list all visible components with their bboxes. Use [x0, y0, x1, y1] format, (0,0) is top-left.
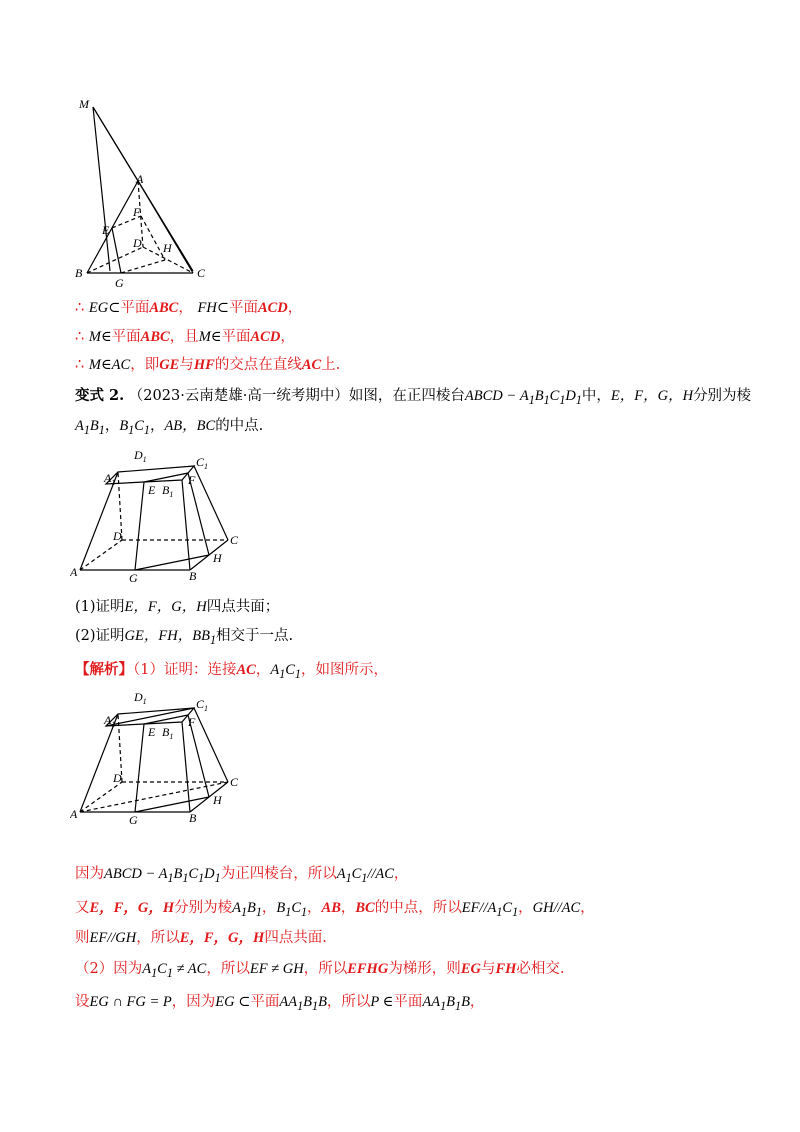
solution-line-1: 因为ABCD − $A_1B_1C_1D_1$为正四棱台，所以$A_1C_1//AC$，: [75, 866, 409, 885]
figure-frustum: [70, 448, 250, 588]
edge-GE: [135, 482, 144, 570]
label-F: F: [133, 205, 141, 219]
edge-FH: [141, 216, 165, 260]
label-E: E: [148, 725, 156, 739]
edge-EG: [112, 228, 121, 273]
label-A1: $A_1$: [104, 713, 116, 729]
solution-line-5: 设EG ∩ FG = P，因为EG ⊂平面$AA_1B_1B$，所以P ∈平面$AA_1B_1B$，: [75, 994, 485, 1013]
edge-CC1: [194, 466, 228, 540]
edge-BB1: [182, 722, 190, 812]
label-G: G: [115, 276, 124, 290]
solution-line-3: 则EF//GH，所以E，F，G，H四点共面.: [75, 930, 327, 946]
line-3: ∴ M∈AC，即GE与HF的交点在直线AC上.: [75, 357, 341, 373]
question-2: (2)证明GE，FH，$BB_1$相交于一点.: [75, 628, 294, 647]
edge-GH: [121, 260, 165, 273]
label-D: D: [133, 236, 142, 250]
edge-BB1: [182, 480, 190, 570]
label-H: H: [213, 793, 222, 807]
label-B: B: [75, 266, 83, 280]
solution-line-4: （2）因为$A_1C_1$ ≠ AC，所以EF ≠ GH，所以EFHG为梯形，则EG与FH必相交.: [75, 961, 565, 980]
label-E: E: [102, 223, 110, 237]
analysis-heading: 【解析】（1）证明：连接AC，$A_1C_1$，如图所示，: [75, 661, 388, 681]
label-A: A: [136, 172, 144, 186]
label-A1: $A_1$: [104, 471, 116, 487]
edge-AB: [87, 181, 138, 273]
label-M: M: [79, 97, 89, 111]
variant-heading: 变式 2. （2023·云南楚雄·高一统考期中）如图，在正四棱台ABCD − $A_1B_1C_1D_1$中，E，F，G，H分别为棱: [75, 387, 752, 407]
edge-GH: [135, 797, 209, 812]
label-D1: $D_1$: [134, 690, 147, 706]
label-B1: $B_1$: [162, 725, 174, 741]
label-H: H: [213, 551, 222, 565]
label-B: B: [189, 569, 197, 583]
figure-frustum-2: [70, 690, 250, 830]
label-F: F: [188, 473, 196, 487]
label-C: C: [230, 533, 239, 547]
line-2: ∴ M∈平面ABC，且M∈平面ACD，: [75, 329, 295, 345]
question-1: (1)证明E，F，G，H四点共面；: [75, 599, 280, 615]
edge-CC1: [194, 708, 228, 782]
label-C1: $C_1$: [196, 455, 209, 471]
label-C1: $C_1$: [196, 697, 209, 713]
label-B: B: [189, 811, 197, 825]
label-D: D: [113, 529, 122, 543]
edge-GH: [135, 555, 209, 570]
label-H: H: [163, 241, 172, 255]
variant-heading-2: $A_1B_1$，$B_1C_1$，AB，BC的中点.: [75, 418, 264, 437]
label-E: E: [148, 483, 156, 497]
label-C: C: [197, 266, 206, 280]
label-F: F: [188, 715, 196, 729]
edge-AC: [138, 181, 193, 273]
label-G: G: [129, 571, 138, 585]
label-B1: $B_1$: [162, 483, 174, 499]
solution-line-2: 又E，F，G，H分别为棱$A_1B_1$，$B_1C_1$，AB，BC的中点，所以$EF//A_1C_1$，GH//AC，: [75, 900, 595, 919]
label-A: A: [70, 807, 78, 821]
figure-tetrahedron: [75, 95, 215, 295]
label-D1: $D_1$: [134, 448, 147, 464]
label-C: C: [230, 775, 239, 789]
label-G: G: [129, 813, 138, 827]
line-1: ∴ EG⊂平面ABC， FH⊂平面ACD，: [75, 300, 303, 316]
label-A: A: [70, 565, 78, 579]
label-D: D: [113, 771, 122, 785]
